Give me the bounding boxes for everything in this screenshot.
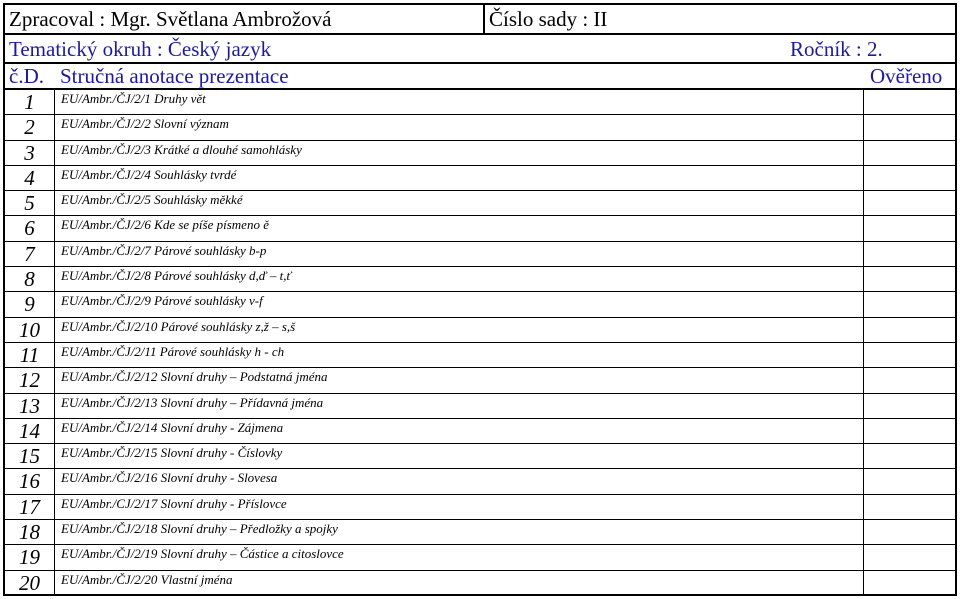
table-row xyxy=(5,191,955,216)
row-description: EU/Ambr./ČJ/2/15 Slovní druhy - Číslovky xyxy=(61,445,283,461)
table-row xyxy=(5,444,955,469)
row-description: EU/Ambr./ČJ/2/19 Slovní druhy – Částice a citoslovce xyxy=(61,546,344,562)
verified-cell-divider xyxy=(863,141,864,165)
table-row xyxy=(5,469,955,494)
row-number: 6 xyxy=(5,216,55,240)
row-description: EU/Ambr./ČJ/2/2 Slovní význam xyxy=(61,116,229,132)
row-number: 12 xyxy=(5,368,55,392)
row-description: EU/Ambr./ČJ/2/18 Slovní druhy – Předložky a spojky xyxy=(61,521,338,537)
set-number-label: Číslo sady : II xyxy=(489,7,608,31)
author-label: Zpracoval : Mgr. Světlana Ambrožová xyxy=(9,7,332,31)
verified-cell-divider xyxy=(863,242,864,266)
verified-cell-divider xyxy=(863,419,864,443)
row-number: 9 xyxy=(5,292,55,316)
table-row xyxy=(5,318,955,343)
verified-cell-divider xyxy=(863,216,864,240)
topic-label: Tematický okruh : Český jazyk xyxy=(9,37,272,61)
document-table xyxy=(3,3,957,596)
verified-cell-divider xyxy=(863,520,864,544)
row-description: EU/Ambr./ČJ/2/16 Slovní druhy - Slovesa xyxy=(61,470,278,486)
row-description: EU/Ambr./ČJ/2/11 Párové souhlásky h - ch xyxy=(61,343,285,359)
table-row xyxy=(5,571,955,596)
table-row xyxy=(5,419,955,444)
verified-cell-divider xyxy=(863,394,864,418)
row-description: EU/Ambr./ČJ/2/1 Druhy vět xyxy=(61,91,206,106)
verified-cell-divider xyxy=(863,571,864,596)
row-description: EU/Ambr./ČJ/2/8 Párové souhlásky d,ď – t,ť xyxy=(61,268,292,284)
grade-label: Ročník : 2. xyxy=(790,37,883,61)
row-number: 8 xyxy=(5,267,55,291)
verified-cell-divider xyxy=(863,495,864,519)
presentation-list xyxy=(5,90,955,596)
verified-cell-divider xyxy=(863,292,864,316)
table-row xyxy=(5,545,955,570)
verified-cell-divider xyxy=(863,444,864,468)
table-row xyxy=(5,495,955,520)
row-description: EU/Ambr./ČJ/2/3 Krátké a dlouhé samohlásky xyxy=(61,141,302,157)
column-header-annotation: Stručná anotace prezentace xyxy=(60,64,289,88)
table-row xyxy=(5,216,955,241)
table-row xyxy=(5,343,955,368)
row-description: EU/Ambr./ČJ/2/9 Párové souhlásky v-f xyxy=(61,293,263,309)
row-number: 4 xyxy=(5,166,55,190)
table-row xyxy=(5,394,955,419)
row-description: EU/Ambr./ČJ/2/20 Vlastní jména xyxy=(61,571,233,587)
column-header-verified: Ověřeno xyxy=(870,64,943,88)
table-row xyxy=(5,141,955,166)
table-row xyxy=(5,520,955,545)
verified-cell-divider xyxy=(863,469,864,493)
row-number: 17 xyxy=(5,495,55,519)
table-row xyxy=(5,368,955,393)
row-description: EU/Ambr./ČJ/2/6 Kde se píše písmeno ě xyxy=(61,217,269,233)
row-number: 5 xyxy=(5,191,55,215)
row-description: EU/Ambr./ČJ/2/10 Párové souhlásky z,ž – s,š xyxy=(61,318,296,334)
column-header-number: č.D. xyxy=(9,64,44,88)
row-description: EU/Ambr./CJ/2/17 Slovní druhy - Příslovce xyxy=(61,495,287,511)
verified-cell-divider xyxy=(863,191,864,215)
row-number: 16 xyxy=(5,469,55,493)
row-description: EU/Ambr./ČJ/2/12 Slovní druhy – Podstatná jména xyxy=(61,369,328,385)
table-row xyxy=(5,166,955,191)
row-description: EU/Ambr./ČJ/2/4 Souhlásky tvrdé xyxy=(61,166,237,182)
row-description: EU/Ambr./ČJ/2/13 Slovní druhy – Přídavná jména xyxy=(61,394,324,410)
verified-cell-divider xyxy=(863,267,864,291)
row-number: 11 xyxy=(5,343,55,367)
row-number: 7 xyxy=(5,242,55,266)
header-author-row xyxy=(5,5,955,35)
row-number: 20 xyxy=(5,571,55,596)
row-number: 18 xyxy=(5,520,55,544)
verified-cell-divider xyxy=(863,318,864,342)
verified-cell-divider xyxy=(863,166,864,190)
row-number: 2 xyxy=(5,115,55,139)
verified-cell-divider xyxy=(863,545,864,569)
table-row xyxy=(5,90,955,115)
row-description: EU/Ambr./ČJ/2/5 Souhlásky měkké xyxy=(61,192,243,208)
table-row xyxy=(5,267,955,292)
header-topic-row xyxy=(5,35,955,64)
row-number: 19 xyxy=(5,545,55,569)
row-number: 1 xyxy=(5,90,55,114)
table-row xyxy=(5,292,955,317)
verified-cell-divider xyxy=(863,343,864,367)
column-header-row xyxy=(5,64,955,90)
table-row xyxy=(5,242,955,267)
verified-cell-divider xyxy=(863,90,864,114)
table-row xyxy=(5,115,955,140)
row-number: 15 xyxy=(5,444,55,468)
row-number: 14 xyxy=(5,419,55,443)
row-number: 3 xyxy=(5,141,55,165)
row-number: 10 xyxy=(5,318,55,342)
verified-cell-divider xyxy=(863,115,864,139)
verified-cell-divider xyxy=(863,368,864,392)
row-description: EU/Ambr./ČJ/2/14 Slovní druhy - Zájmena xyxy=(61,419,284,435)
header-divider xyxy=(483,5,485,33)
row-number: 13 xyxy=(5,394,55,418)
row-description: EU/Ambr./ČJ/2/7 Párové souhlásky b-p xyxy=(61,242,267,258)
